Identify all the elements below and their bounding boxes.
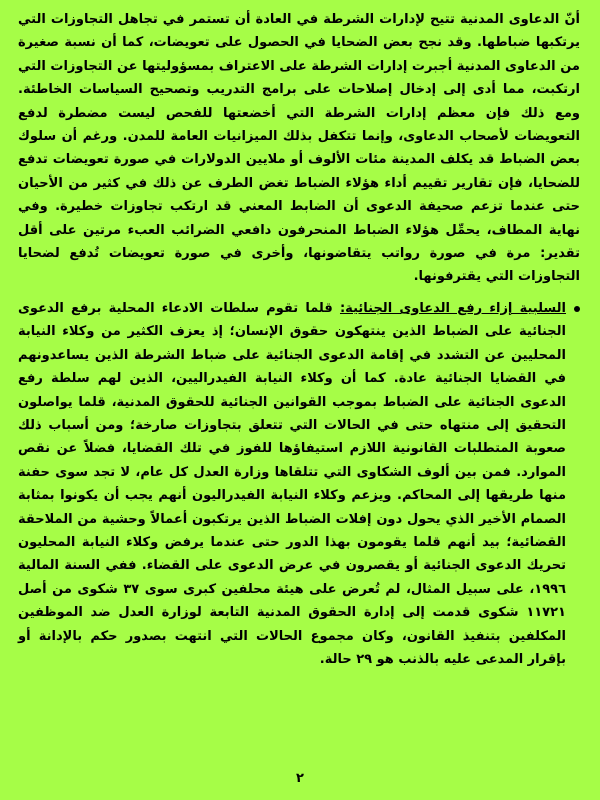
paragraph-civil-suits: أنّ الدعاوى المدنية تتيح لإدارات الشرطة في العادة أن تستمر في تجاهل التجاوزات التي يرتكبها ضباطها. وقد نجح بعض الضحايا في الحصول على تعويضات، كما أن نسبة صغيرة من الدعاوى المدنية أجبرت إدارات الشرطة على الاعتراف بمسؤوليتها عن التجاوزات التي ارتكبت، مما أدى إلى إدخال إصلاحات على برامج التدريب وتصحيح السياسات الخاطئة. ومع ذلك فإن معظم إدارات الشرطة التي أخضعتها للفحص ليست مضطرة لدفع التعويضات لأصحاب الدعاوى، وإنما تتكفل بذلك الميزانيات العامة للمدن. ورغم أن سلوك بعض الضباط قد يكلف المدينة مئات الألوف أو ملايين الدولارات في صورة تعويضات تدفع للضحايا، فإن تقارير تقييم أداء هؤلاء الضباط تغض الطرف عن ذلك في كثير من الأحيان حتى عندما تزعم صحيفة الدعوى أن الضابط المعني قد ارتكب تجاوزات خطيرة. وفي نهاية المطاف، يحمِّل هؤلاء الضباط المنحرفون دافعي الضرائب العبء مرتين على أقل تقدير: مرة في صورة رواتب يتقاضونها، وأخرى في صورة تعويضات تُدفع لضحايا التجاوزات التي يقترفونها. [18,12,580,285]
bullet-text: قلما تقوم سلطات الادعاء المحلية برفع الدعوى الجنائية على الضباط الذين ينتهكون حقوق الإنسان؛ إذ يعزف الكثير من وكلاء النيابة المحليين عن التشدد في إقامة الدعوى الجنائية على ضباط الشرطة الذين يساعدونهم في القضايا الجنائية عادة. كما أن وكلاء النيابة الفيدراليين، الذين لهم سلطة رفع الدعوى الجنائية على الضباط بموجب القوانين الجنائية للحقوق المدنية، قلما يواصلون التحقيق إلى منتهاه حتى في الحالات التي تتعلق بتجاوزات صارخة؛ ومن أسباب ذلك صعوبة المتطلبات القانونية اللازم استيفاؤها للفوز في تلك القضايا، فضلاً عن نقص الموارد. فمن بين ألوف الشكاوى التي تتلقاها وزارة العدل كل عام، لا تجد سوى حفنة منها طريقها إلى المحاكم. ويزعم وكلاء النيابة الفيدراليون أنهم يجب أن يكونوا بمثابة الصمام الأخير الذي يحول دون إفلات الضباط الذين يرتكبون أعمالاً وحشية من الملاحقة القضائية؛ بيد أنهم قلما يقومون بهذا الدور حتى عندما يرفض وكلاء النيابة المحليون تحريك الدعوى الجنائية أو يقصرون في عرض الدعوى على القضاء. ففي السنة المالية ١٩٩٦، على سبيل المثال، لم تُعرض على هيئة محلفين كبرى سوى ٣٧ شكوى من أصل ١١٧٢١ شكوى قدمت إلى إدارة الحقوق المدنية التابعة لوزارة العدل ضد الموظفين المكلفين بتنفيذ القانون، وكان مجموع الحالات التي انتهت بصدور حكم بالإدانة أو بإقرار المدعى عليه بالذنب هو ٢٩ حالة. [18,300,567,667]
bullet-criminal-prosecution [18,297,580,672]
bullet-icon [574,306,580,312]
page-number: ٢ [296,771,304,786]
bullet-paragraph [18,297,566,672]
bullet-lead: السلبية إزاء رفع الدعاوى الجنائية: [339,300,566,316]
